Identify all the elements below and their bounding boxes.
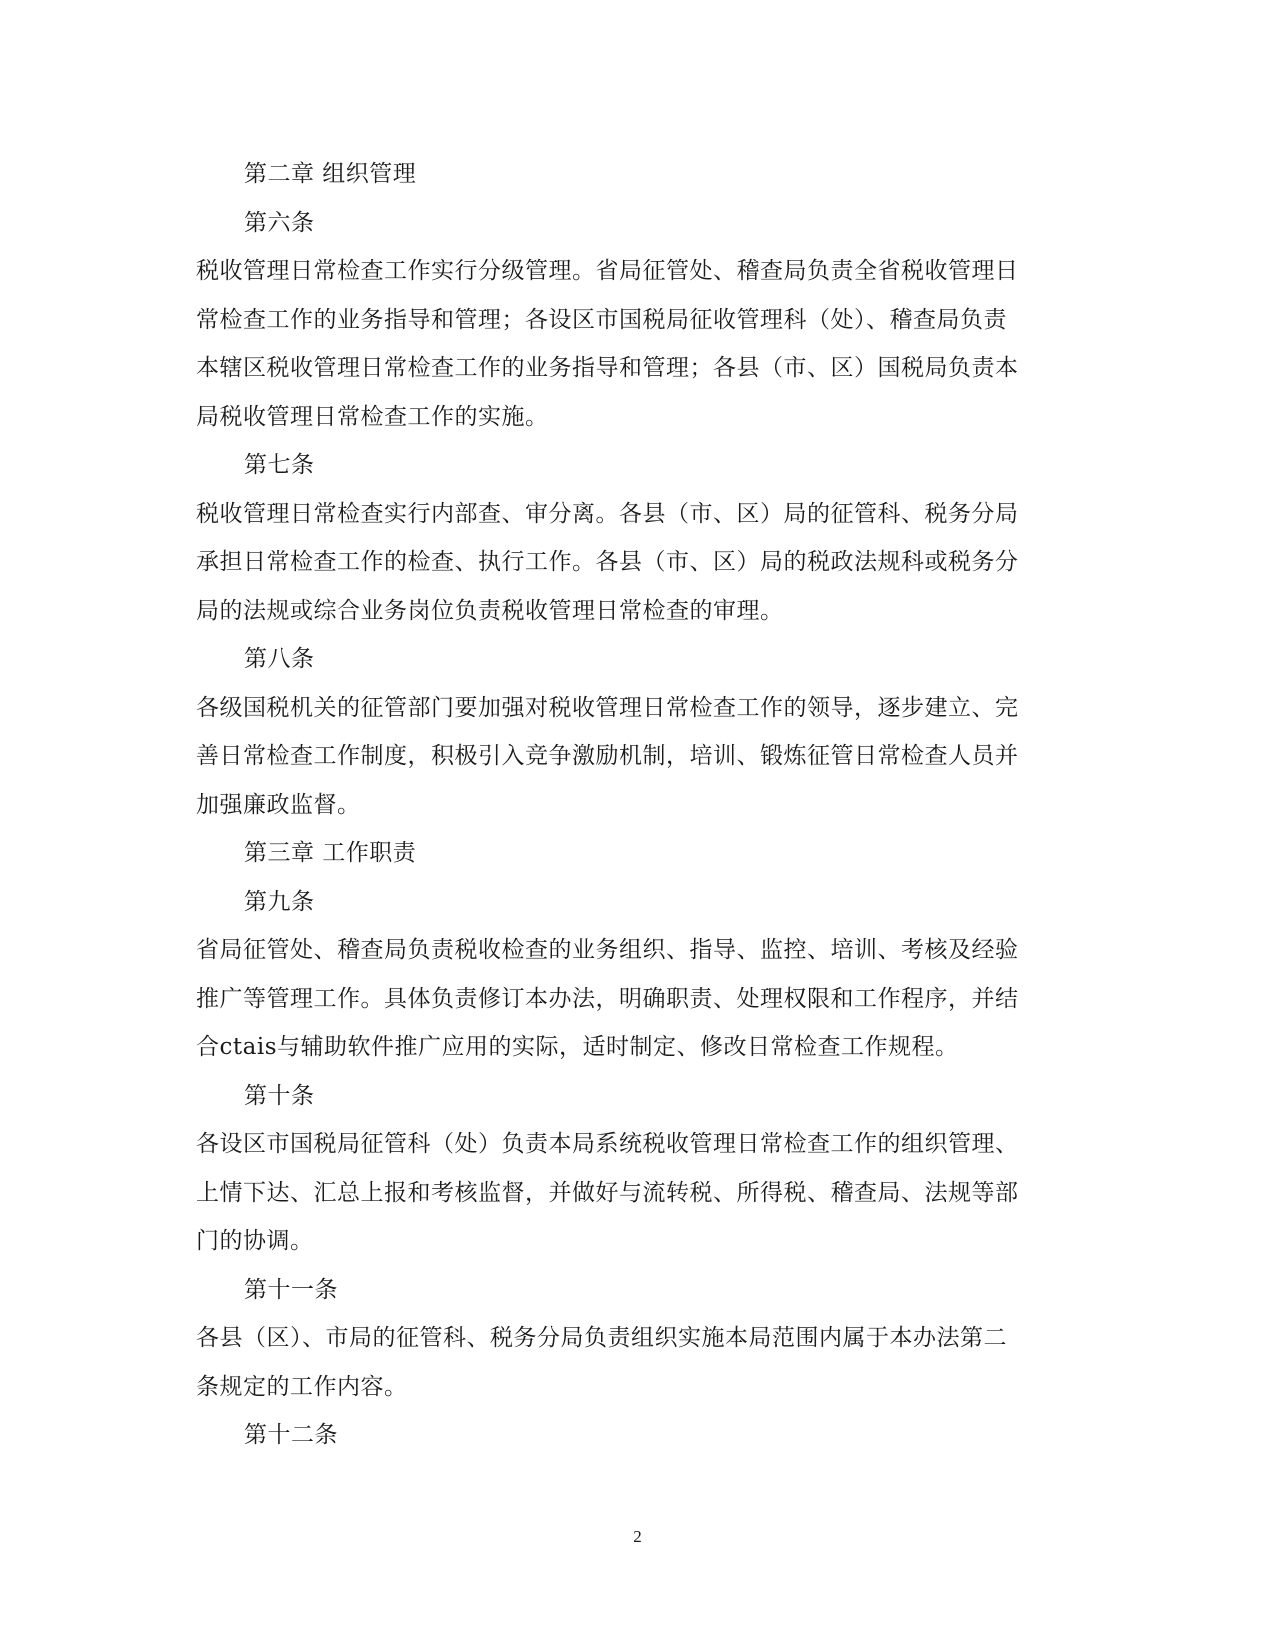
- document-body: [196, 150, 1076, 1460]
- body-text-line: 上情下达、汇总上报和考核监督，并做好与流转税、所得税、稽查局、法规等部: [196, 1179, 1019, 1206]
- body-text-line: 门的协调。: [196, 1228, 314, 1254]
- body-text-line: 加强廉政监督。: [196, 791, 361, 818]
- article-heading: 第二章 组织管理: [244, 161, 417, 187]
- body-text-line: 局的法规或综合业务岗位负责税收管理日常检查的审理。: [196, 597, 784, 624]
- page-number: 2: [633, 1527, 642, 1546]
- body-text-line: 条规定的工作内容。: [196, 1373, 408, 1400]
- article-heading: 第十条: [244, 1082, 315, 1109]
- article-heading: 第九条: [244, 888, 315, 915]
- body-text-line: 省局征管处、稽查局负责税收检查的业务组织、指导、监控、培训、考核及经验: [196, 937, 1019, 963]
- body-text-line: 本辖区税收管理日常检查工作的业务指导和管理；各县（市、区）国税局负责本: [196, 355, 1019, 381]
- body-text-line: 常检查工作的业务指导和管理；各设区市国税局征收管理科（处）、稽查局负责: [196, 306, 1007, 333]
- article-heading: 第十一条: [244, 1276, 338, 1303]
- article-heading: 第七条: [244, 452, 315, 478]
- body-text-line: 税收管理日常检查实行内部查、审分离。各县（市、区）局的征管科、税务分局: [196, 500, 1019, 527]
- body-text-line: 推广等管理工作。具体负责修订本办法，明确职责、处理权限和工作程序，并结: [196, 985, 1019, 1012]
- body-text-line: 各设区市国税局征管科（处）负责本局系统税收管理日常检查工作的组织管理、: [196, 1131, 1019, 1157]
- body-text-line: 承担日常检查工作的检查、执行工作。各县（市、区）局的税政法规科或税务分: [196, 549, 1019, 575]
- article-heading: 第三章 工作职责: [244, 840, 417, 866]
- article-heading: 第十二条: [244, 1422, 338, 1448]
- body-text-line: 合ctais与辅助软件推广应用的实际，适时制定、修改日常检查工作规程。: [196, 1034, 959, 1060]
- body-text-line: 各县（区）、市局的征管科、税务分局负责组织实施本局范围内属于本办法第二: [196, 1325, 1007, 1351]
- body-text-line: 各级国税机关的征管部门要加强对税收管理日常检查工作的领导，逐步建立、完: [196, 694, 1019, 721]
- article-heading: 第六条: [244, 209, 315, 236]
- body-text-line: 税收管理日常检查工作实行分级管理。省局征管处、稽查局负责全省税收管理日: [196, 258, 1019, 284]
- article-heading: 第八条: [244, 646, 315, 672]
- body-text-line: 善日常检查工作制度，积极引入竞争激励机制，培训、锻炼征管日常检查人员并: [196, 743, 1019, 769]
- body-text-line: 局税收管理日常检查工作的实施。: [196, 403, 549, 430]
